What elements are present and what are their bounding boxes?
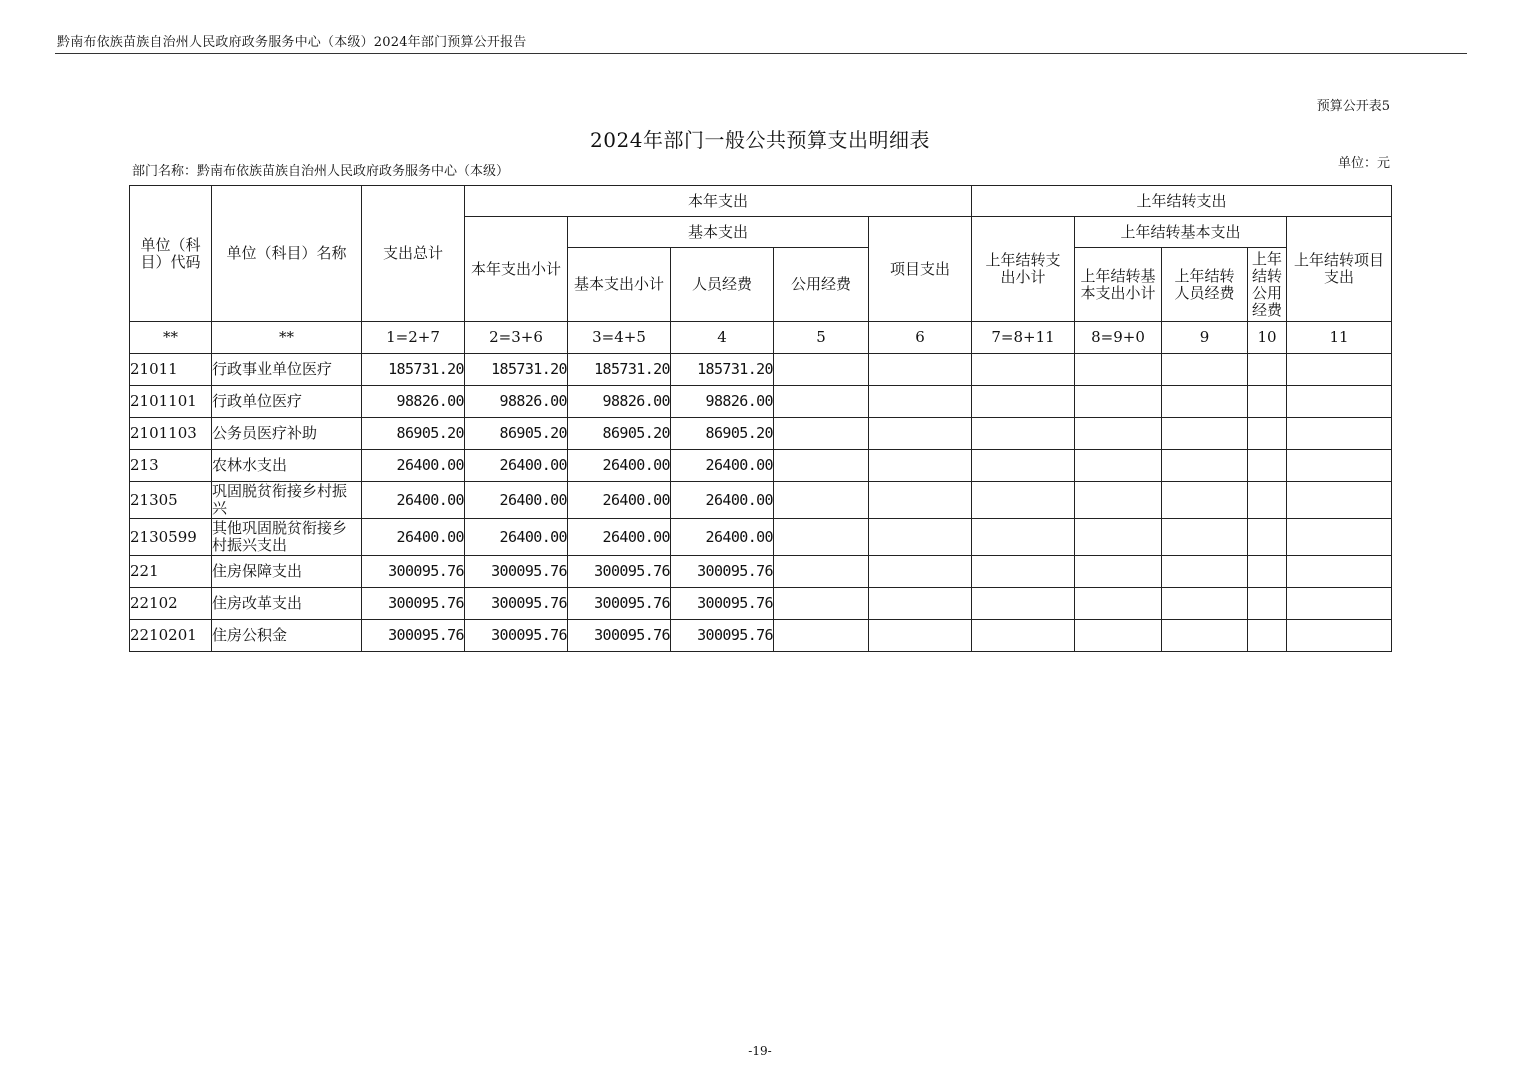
basic-subtotal-cell: 98826.00 xyxy=(568,386,671,418)
index-cell: 5 xyxy=(774,322,869,354)
empty-cell xyxy=(1248,588,1287,620)
empty-cell xyxy=(774,519,869,556)
empty-cell xyxy=(1075,386,1162,418)
table-row xyxy=(130,482,1392,519)
basic-subtotal-cell: 26400.00 xyxy=(568,482,671,519)
current-subtotal-cell: 26400.00 xyxy=(465,519,568,556)
empty-cell xyxy=(1248,386,1287,418)
empty-cell xyxy=(1248,620,1287,652)
empty-cell xyxy=(1162,519,1248,556)
empty-cell xyxy=(869,386,972,418)
header-current-year: 本年支出 xyxy=(465,186,972,217)
header-current-subtotal: 本年支出小计 xyxy=(465,217,568,322)
empty-cell xyxy=(774,418,869,450)
empty-cell xyxy=(1075,418,1162,450)
index-cell: 9 xyxy=(1162,322,1248,354)
code-cell: 213 xyxy=(130,450,212,482)
empty-cell xyxy=(1287,450,1392,482)
current-subtotal-cell: 26400.00 xyxy=(465,482,568,519)
basic-subtotal-cell: 86905.20 xyxy=(568,418,671,450)
code-cell: 22102 xyxy=(130,588,212,620)
table-row xyxy=(130,519,1392,556)
header-carryover-subtotal: 上年结转支出小计 xyxy=(972,217,1075,322)
page-number: -19- xyxy=(748,1044,772,1058)
table-row xyxy=(130,386,1392,418)
empty-cell xyxy=(1162,386,1248,418)
table-row xyxy=(130,418,1392,450)
empty-cell xyxy=(1075,450,1162,482)
header-name: 单位（科目）名称 xyxy=(212,186,362,322)
index-cell: 1=2+7 xyxy=(362,322,465,354)
header-rule xyxy=(55,53,1467,54)
code-cell: 2101101 xyxy=(130,386,212,418)
basic-subtotal-cell: 300095.76 xyxy=(568,588,671,620)
code-cell: 2130599 xyxy=(130,519,212,556)
empty-cell xyxy=(869,620,972,652)
code-cell: 2101103 xyxy=(130,418,212,450)
table-number: 预算公开表5 xyxy=(1316,99,1390,114)
index-cell: ** xyxy=(130,322,212,354)
empty-cell xyxy=(1162,354,1248,386)
empty-cell xyxy=(869,450,972,482)
code-cell: 21305 xyxy=(130,482,212,519)
personnel-cell: 300095.76 xyxy=(671,620,774,652)
total-cell: 185731.20 xyxy=(362,354,465,386)
empty-cell xyxy=(1162,482,1248,519)
empty-cell xyxy=(972,450,1075,482)
empty-cell xyxy=(1075,588,1162,620)
running-header: 黔南布依族苗族自治州人民政府政务服务中心（本级）2024年部门预算公开报告 xyxy=(57,35,527,50)
basic-subtotal-cell: 26400.00 xyxy=(568,450,671,482)
empty-cell xyxy=(869,482,972,519)
empty-cell xyxy=(869,519,972,556)
empty-cell xyxy=(869,588,972,620)
empty-cell xyxy=(1162,588,1248,620)
empty-cell xyxy=(1162,620,1248,652)
empty-cell xyxy=(1287,519,1392,556)
empty-cell xyxy=(1075,620,1162,652)
total-cell: 26400.00 xyxy=(362,450,465,482)
index-cell: 7=8+11 xyxy=(972,322,1075,354)
empty-cell xyxy=(1287,386,1392,418)
total-cell: 26400.00 xyxy=(362,519,465,556)
empty-cell xyxy=(774,482,869,519)
table-row xyxy=(130,620,1392,652)
total-cell: 300095.76 xyxy=(362,556,465,588)
empty-cell xyxy=(774,450,869,482)
header-carryover-basic: 上年结转基本支出 xyxy=(1075,217,1287,248)
empty-cell xyxy=(774,386,869,418)
empty-cell xyxy=(869,418,972,450)
personnel-cell: 26400.00 xyxy=(671,450,774,482)
header-carryover-public: 上年结转公用经费 xyxy=(1248,248,1287,322)
header-total: 支出总计 xyxy=(362,186,465,322)
empty-cell xyxy=(972,482,1075,519)
header-basic-subtotal: 基本支出小计 xyxy=(568,248,671,322)
empty-cell xyxy=(1248,418,1287,450)
name-cell: 住房保障支出 xyxy=(212,556,362,588)
page-title: 2024年部门一般公共预算支出明细表 xyxy=(590,128,930,152)
header-carryover: 上年结转支出 xyxy=(972,186,1392,217)
current-subtotal-cell: 300095.76 xyxy=(465,556,568,588)
header-carryover-basic-subtotal: 上年结转基本支出小计 xyxy=(1075,248,1162,322)
empty-cell xyxy=(1162,450,1248,482)
personnel-cell: 185731.20 xyxy=(671,354,774,386)
empty-cell xyxy=(972,354,1075,386)
name-cell: 其他巩固脱贫衔接乡村振兴支出 xyxy=(212,519,362,556)
header-carryover-project: 上年结转项目支出 xyxy=(1287,217,1392,322)
index-cell: 2=3+6 xyxy=(465,322,568,354)
budget-table xyxy=(129,185,1392,652)
code-cell: 221 xyxy=(130,556,212,588)
empty-cell xyxy=(972,620,1075,652)
current-subtotal-cell: 185731.20 xyxy=(465,354,568,386)
index-cell: ** xyxy=(212,322,362,354)
current-subtotal-cell: 26400.00 xyxy=(465,450,568,482)
empty-cell xyxy=(972,588,1075,620)
current-subtotal-cell: 98826.00 xyxy=(465,386,568,418)
empty-cell xyxy=(774,588,869,620)
header-carryover-personnel: 上年结转人员经费 xyxy=(1162,248,1248,322)
empty-cell xyxy=(1248,482,1287,519)
total-cell: 98826.00 xyxy=(362,386,465,418)
index-cell: 11 xyxy=(1287,322,1392,354)
empty-cell xyxy=(1287,588,1392,620)
current-subtotal-cell: 300095.76 xyxy=(465,588,568,620)
index-cell: 6 xyxy=(869,322,972,354)
basic-subtotal-cell: 300095.76 xyxy=(568,556,671,588)
empty-cell xyxy=(1287,482,1392,519)
total-cell: 86905.20 xyxy=(362,418,465,450)
name-cell: 公务员医疗补助 xyxy=(212,418,362,450)
name-cell: 住房公积金 xyxy=(212,620,362,652)
basic-subtotal-cell: 300095.76 xyxy=(568,620,671,652)
header-personnel: 人员经费 xyxy=(671,248,774,322)
empty-cell xyxy=(774,354,869,386)
empty-cell xyxy=(972,418,1075,450)
header-code: 单位（科目）代码 xyxy=(130,186,212,322)
empty-cell xyxy=(1075,354,1162,386)
header-basic: 基本支出 xyxy=(568,217,869,248)
name-cell: 行政事业单位医疗 xyxy=(212,354,362,386)
index-cell: 3=4+5 xyxy=(568,322,671,354)
empty-cell xyxy=(1162,556,1248,588)
empty-cell xyxy=(1287,620,1392,652)
empty-cell xyxy=(1287,556,1392,588)
personnel-cell: 98826.00 xyxy=(671,386,774,418)
total-cell: 300095.76 xyxy=(362,588,465,620)
index-row xyxy=(130,322,1392,354)
empty-cell xyxy=(774,620,869,652)
total-cell: 26400.00 xyxy=(362,482,465,519)
table-row xyxy=(130,588,1392,620)
empty-cell xyxy=(869,354,972,386)
code-cell: 21011 xyxy=(130,354,212,386)
empty-cell xyxy=(1287,354,1392,386)
personnel-cell: 26400.00 xyxy=(671,519,774,556)
department-label: 部门名称：黔南布依族苗族自治州人民政府政务服务中心（本级） xyxy=(132,164,510,179)
empty-cell xyxy=(1248,519,1287,556)
personnel-cell: 26400.00 xyxy=(671,482,774,519)
empty-cell xyxy=(1248,556,1287,588)
empty-cell xyxy=(774,556,869,588)
empty-cell xyxy=(869,556,972,588)
empty-cell xyxy=(972,386,1075,418)
table-row xyxy=(130,354,1392,386)
table-row xyxy=(130,556,1392,588)
empty-cell xyxy=(1162,418,1248,450)
code-cell: 2210201 xyxy=(130,620,212,652)
index-cell: 10 xyxy=(1248,322,1287,354)
index-cell: 8=9+0 xyxy=(1075,322,1162,354)
empty-cell xyxy=(1248,354,1287,386)
table-row xyxy=(130,450,1392,482)
personnel-cell: 300095.76 xyxy=(671,588,774,620)
header-public: 公用经费 xyxy=(774,248,869,322)
empty-cell xyxy=(1287,418,1392,450)
header-project: 项目支出 xyxy=(869,217,972,322)
basic-subtotal-cell: 185731.20 xyxy=(568,354,671,386)
name-cell: 住房改革支出 xyxy=(212,588,362,620)
total-cell: 300095.76 xyxy=(362,620,465,652)
personnel-cell: 300095.76 xyxy=(671,556,774,588)
empty-cell xyxy=(972,556,1075,588)
empty-cell xyxy=(1075,519,1162,556)
personnel-cell: 86905.20 xyxy=(671,418,774,450)
empty-cell xyxy=(972,519,1075,556)
name-cell: 行政单位医疗 xyxy=(212,386,362,418)
empty-cell xyxy=(1075,482,1162,519)
index-cell: 4 xyxy=(671,322,774,354)
current-subtotal-cell: 86905.20 xyxy=(465,418,568,450)
empty-cell xyxy=(1248,450,1287,482)
name-cell: 巩固脱贫衔接乡村振兴 xyxy=(212,482,362,519)
basic-subtotal-cell: 26400.00 xyxy=(568,519,671,556)
name-cell: 农林水支出 xyxy=(212,450,362,482)
unit-label: 单位：元 xyxy=(1337,156,1390,171)
current-subtotal-cell: 300095.76 xyxy=(465,620,568,652)
empty-cell xyxy=(1075,556,1162,588)
